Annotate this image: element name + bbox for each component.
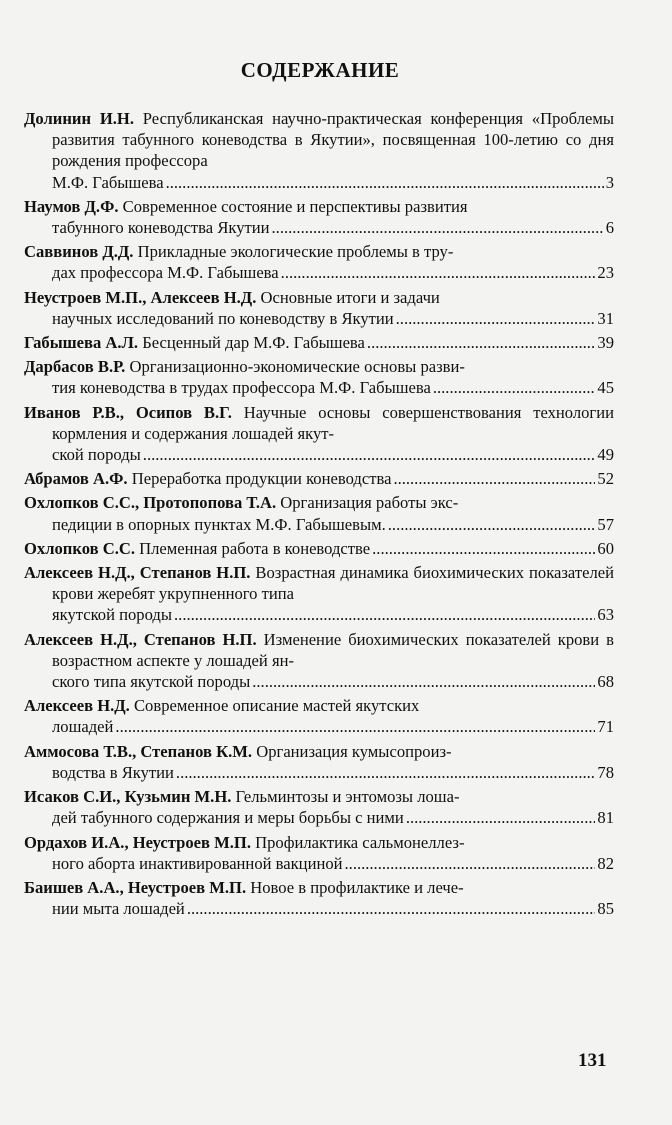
toc-entry bbox=[24, 786, 614, 828]
toc-entry-title-end: ного аборта инактивированной вакциной bbox=[52, 853, 343, 873]
toc-entry-leader-line bbox=[52, 514, 614, 535]
toc-entry-title-end: дах профессора М.Ф. Габышева bbox=[52, 263, 279, 283]
toc-entry-title: Профилактика сальмонеллез- bbox=[250, 832, 465, 852]
toc-entry-title: Научные основы совершенствования технологии кормления и содержания лошадей якут- bbox=[52, 402, 615, 443]
toc-entry bbox=[24, 287, 614, 329]
toc-entry-page: 81 bbox=[597, 808, 614, 828]
toc-entry bbox=[24, 241, 614, 283]
toc-entry-head bbox=[24, 562, 614, 604]
toc-entry-author: Исаков С.И., Кузьмин М.Н. bbox=[24, 787, 232, 807]
toc-entry-leader-line bbox=[24, 538, 614, 559]
toc-entry bbox=[24, 741, 614, 783]
page-title: СОДЕРЖАНИЕ bbox=[240, 58, 400, 82]
toc-entry-author: Наумов Д.Ф. bbox=[24, 196, 119, 216]
toc-entry-title-end: табунного коневодства Якутии bbox=[52, 218, 270, 238]
dot-leader bbox=[345, 853, 596, 874]
table-of-contents bbox=[24, 108, 614, 922]
toc-entry bbox=[24, 538, 614, 559]
toc-entry-page: 39 bbox=[597, 333, 614, 353]
toc-entry-title-end: ского типа якутской породы bbox=[52, 672, 251, 692]
dot-leader bbox=[143, 444, 596, 465]
toc-entry-author: Долинин И.Н. bbox=[24, 109, 134, 128]
toc-entry-author: Алексеев Н.Д., Степанов Н.П. bbox=[24, 629, 257, 649]
toc-entry-leader-line bbox=[52, 172, 614, 193]
dot-leader bbox=[372, 538, 595, 559]
toc-entry-head bbox=[24, 877, 614, 898]
toc-entry-title: Гельминтозы и энтомозы лоша- bbox=[231, 787, 460, 807]
toc-entry-title: Республиканская научно-практическая конференция «Проблемы развития табунного коневодства в Якутии», посвященная 100-летию со дня рождения профессора bbox=[52, 109, 614, 171]
toc-entry-title: Организационно-экономические основы разви- bbox=[125, 357, 465, 377]
toc-entry-page: 68 bbox=[597, 672, 614, 692]
toc-entry-author: Ордахов И.А., Неустроев М.П. bbox=[24, 832, 251, 852]
toc-entry bbox=[24, 402, 614, 466]
dot-leader bbox=[393, 468, 595, 489]
toc-entry-leader-line bbox=[52, 262, 614, 283]
toc-entry-leader-line bbox=[52, 716, 614, 737]
toc-entry-head bbox=[24, 196, 614, 217]
toc-entry-leader-line bbox=[52, 217, 614, 238]
toc-entry-leader-line bbox=[52, 853, 614, 874]
toc-entry-author: Аммосова Т.В., Степанов К.М. bbox=[24, 741, 253, 761]
dot-leader bbox=[174, 604, 595, 625]
toc-entry-title-end: лошадей bbox=[52, 717, 114, 737]
toc-entry-author: Алексеев Н.Д. bbox=[24, 696, 130, 716]
toc-entry-page: 63 bbox=[597, 605, 614, 625]
toc-entry-title: Современное состояние и перспективы развития bbox=[118, 196, 468, 216]
toc-entry-page: 60 bbox=[597, 538, 614, 558]
dot-leader bbox=[433, 377, 596, 398]
toc-entry-title: Новое в профилактике и лече- bbox=[246, 877, 464, 897]
toc-entry-author: Абрамов А.Ф. bbox=[24, 469, 128, 489]
toc-entry bbox=[24, 356, 614, 398]
toc-entry-page: 45 bbox=[597, 378, 614, 398]
toc-entry bbox=[24, 196, 614, 238]
toc-entry-author: Дарбасов В.Р. bbox=[24, 357, 126, 377]
toc-entry-head bbox=[24, 241, 614, 262]
toc-entry-title: Организация кумысопроиз- bbox=[252, 741, 452, 761]
toc-entry-leader-line bbox=[24, 332, 614, 353]
dot-leader bbox=[252, 671, 595, 692]
dot-leader bbox=[272, 217, 604, 238]
toc-entry-title-end: Переработка продукции коневодства bbox=[131, 469, 392, 489]
toc-entry-head bbox=[24, 287, 614, 308]
toc-entry bbox=[24, 877, 614, 919]
dot-leader bbox=[166, 172, 604, 193]
toc-entry-author: Охлопков С.С., Протопопова Т.А. bbox=[24, 493, 277, 513]
toc-entry-page: 82 bbox=[597, 853, 614, 873]
toc-entry-author: Иванов Р.В., Осипов В.Г. bbox=[24, 402, 232, 422]
toc-entry-title-end: педиции в опорных пунктах М.Ф. Габышевым. bbox=[52, 514, 386, 534]
toc-entry bbox=[24, 332, 614, 353]
dot-leader bbox=[115, 716, 595, 737]
toc-entry-page: 3 bbox=[605, 172, 614, 192]
toc-entry bbox=[24, 562, 614, 626]
toc-entry-leader-line bbox=[52, 444, 614, 465]
toc-entry-leader-line bbox=[52, 377, 614, 398]
toc-entry-head bbox=[24, 629, 615, 671]
toc-entry-head bbox=[24, 832, 614, 853]
toc-entry-author: Неустроев М.П., Алексеев Н.Д. bbox=[24, 287, 257, 307]
toc-entry-title-end: дей табунного содержания и меры борьбы с ними bbox=[52, 808, 404, 828]
dot-leader bbox=[388, 514, 596, 535]
toc-entry bbox=[24, 492, 614, 534]
toc-entry-page: 85 bbox=[597, 899, 614, 919]
toc-entry-head bbox=[24, 108, 614, 172]
toc-entry-head bbox=[24, 492, 614, 513]
toc-entry-author: Габышева А.Л. bbox=[24, 333, 139, 353]
toc-entry-title: Основные итоги и задачи bbox=[256, 287, 440, 307]
toc-entry-page: 49 bbox=[597, 445, 614, 465]
toc-entry-leader-line bbox=[52, 308, 614, 329]
toc-entry-title-end: М.Ф. Габышева bbox=[52, 172, 164, 192]
toc-entry-title-end: ской породы bbox=[52, 445, 141, 465]
toc-entry-leader-line bbox=[52, 671, 614, 692]
toc-entry-head bbox=[24, 356, 614, 377]
toc-entry bbox=[24, 832, 614, 874]
page-number: 131 bbox=[578, 1050, 607, 1071]
toc-entry bbox=[24, 468, 614, 489]
toc-entry-author: Охлопков С.С. bbox=[24, 538, 135, 558]
toc-entry-title-end: Бесценный дар М.Ф. Габышева bbox=[142, 333, 365, 353]
toc-entry-leader-line bbox=[52, 807, 614, 828]
dot-leader bbox=[396, 308, 596, 329]
dot-leader bbox=[281, 262, 596, 283]
toc-entry-head bbox=[24, 741, 614, 762]
toc-entry-title: Современное описание мастей якутских bbox=[129, 696, 420, 716]
toc-entry-title: Организация работы экс- bbox=[276, 493, 459, 513]
toc-entry bbox=[24, 629, 614, 693]
toc-entry-title-end: научных исследований по коневодству в Якутии bbox=[52, 308, 394, 328]
toc-entry-author: Баишев А.А., Неустроев М.П. bbox=[24, 877, 247, 897]
dot-leader bbox=[367, 332, 595, 353]
toc-entry-title-end: водства в Якутии bbox=[52, 762, 174, 782]
toc-entry-title: Прикладные экологические проблемы в тру- bbox=[133, 242, 454, 262]
toc-entry-page: 78 bbox=[597, 762, 614, 782]
dot-leader bbox=[176, 762, 595, 783]
dot-leader bbox=[406, 807, 596, 828]
toc-entry bbox=[24, 108, 614, 193]
toc-entry-leader-line bbox=[52, 898, 614, 919]
toc-entry-title-end: нии мыта лошадей bbox=[52, 899, 185, 919]
toc-entry-page: 31 bbox=[597, 308, 614, 328]
toc-entry-page: 23 bbox=[597, 263, 614, 283]
toc-entry-page: 52 bbox=[597, 469, 614, 489]
toc-entry-head bbox=[24, 402, 615, 444]
toc-entry-author: Саввинов Д.Д. bbox=[24, 242, 134, 262]
toc-entry-leader-line bbox=[52, 762, 614, 783]
toc-entry-page: 71 bbox=[597, 717, 614, 737]
toc-entry-head bbox=[24, 786, 614, 807]
toc-entry-author: Алексеев Н.Д., Степанов Н.П. bbox=[24, 563, 251, 583]
dot-leader bbox=[187, 898, 596, 919]
toc-entry-title-end: тия коневодства в трудах профессора М.Ф. Габышева bbox=[52, 378, 431, 398]
toc-entry-title: Возрастная динамика биохимических показателей крови жеребят укрупненного типа bbox=[52, 563, 614, 604]
toc-entry bbox=[24, 695, 614, 737]
toc-entry-page: 6 bbox=[605, 218, 614, 238]
toc-entry-title-end: якутской породы bbox=[52, 605, 173, 625]
toc-entry-leader-line bbox=[52, 604, 614, 625]
toc-entry-title-end: Племенная работа в коневодстве bbox=[139, 538, 371, 558]
toc-entry-title: Изменение биохимических показателей крови в возрастном аспекте у лошадей ян- bbox=[52, 629, 615, 670]
toc-entry-leader-line bbox=[24, 468, 614, 489]
toc-entry-page: 57 bbox=[597, 514, 614, 534]
toc-entry-head bbox=[24, 695, 614, 716]
